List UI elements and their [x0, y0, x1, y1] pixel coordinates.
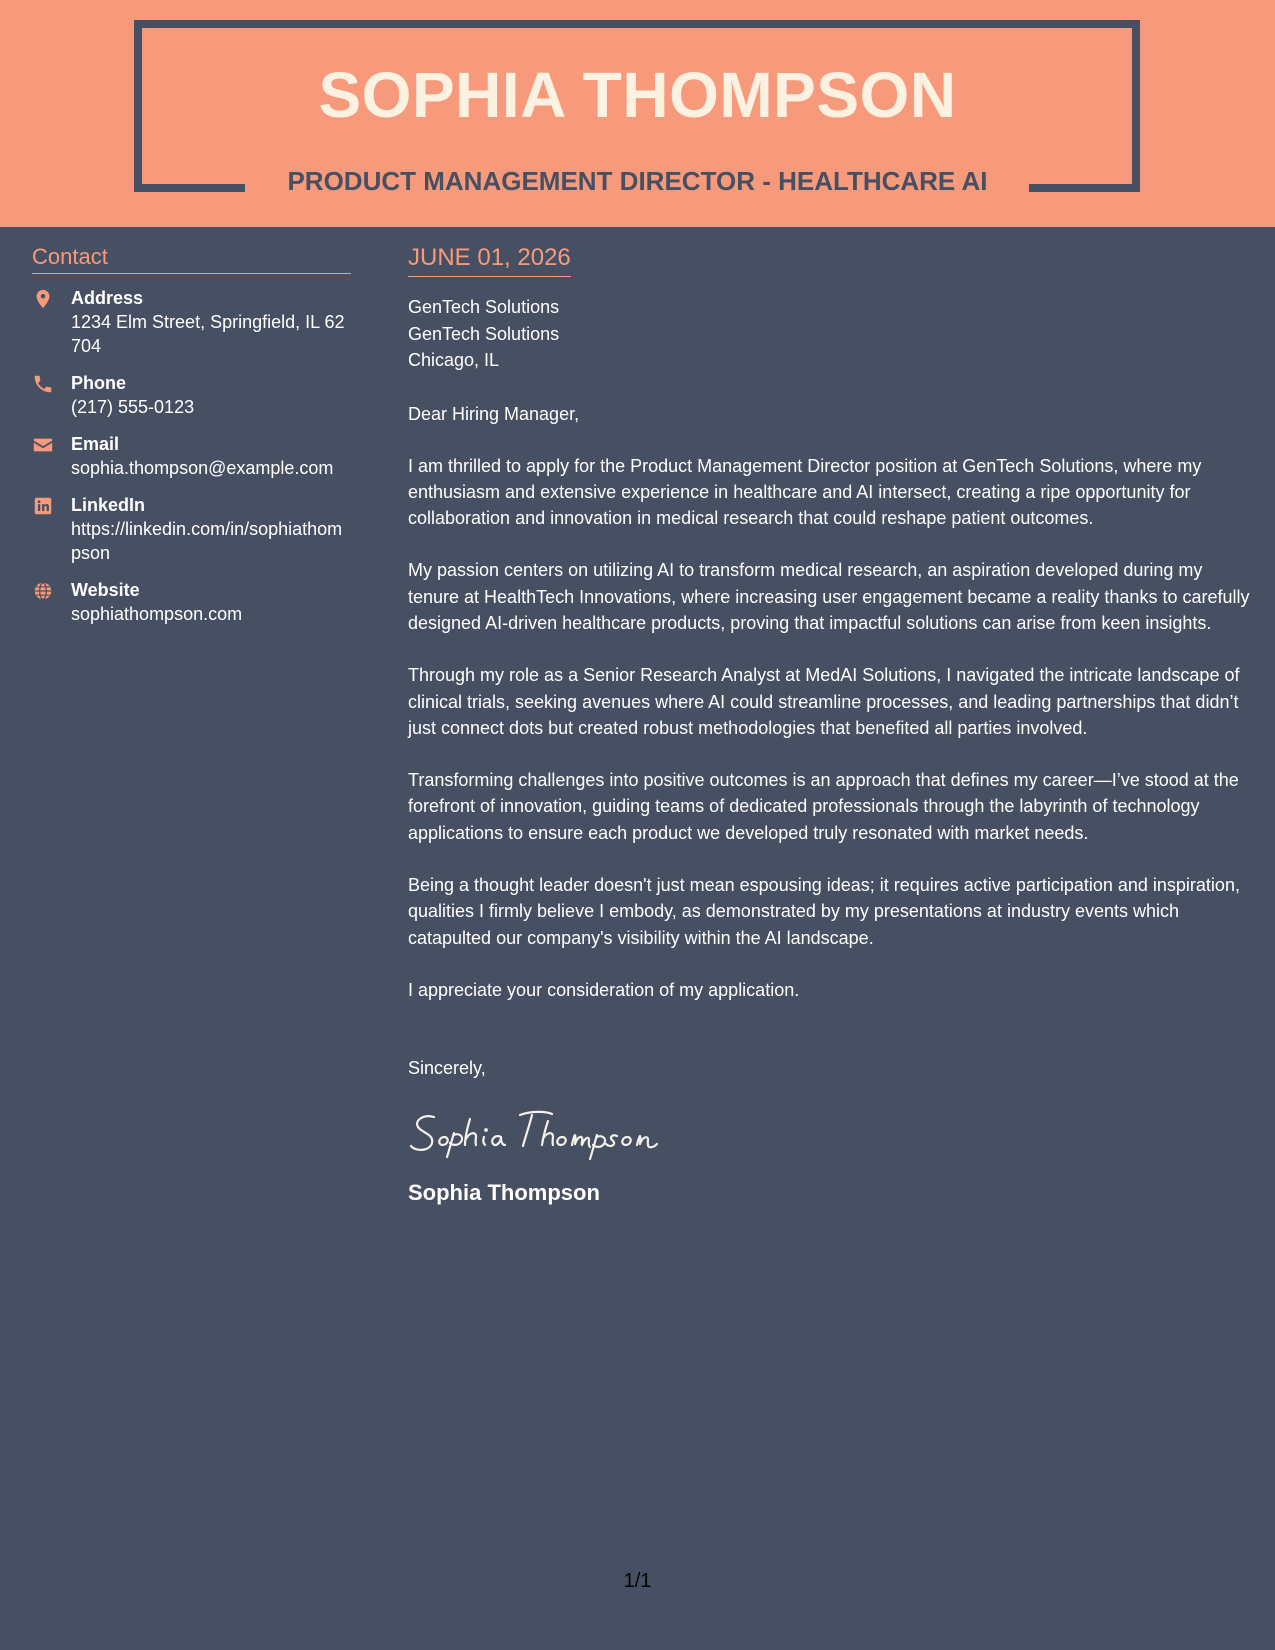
contact-address: [32, 286, 351, 358]
letter-paragraph: Being a thought leader doesn't just mean espousing ideas; it requires active participation and inspiration, qualities I firmly believe I embody, as demonstrated by my presentations at industry events which catapulted our company's visibility within the AI landscape.: [408, 875, 1240, 948]
contact-label: LinkedIn: [71, 495, 146, 515]
contact-value: (217) 555-0123: [71, 397, 195, 417]
job-title: PRODUCT MANAGEMENT DIRECTOR - HEALTHCARE AI: [287, 166, 988, 196]
recipient-line: GenTech Solutions: [408, 297, 560, 317]
map-pin-icon: [32, 288, 54, 310]
contact-website: [32, 578, 351, 626]
letter-paragraph: My passion centers on utilizing AI to transform medical research, an aspiration developed during my tenure at HealthTech Innovations, where increasing user engagement became a reality thanks to carefully designed AI-driven healthcare products, proving that impactful solutions can arise from keen insights.: [408, 560, 1250, 633]
recipient-line: GenTech Solutions: [408, 323, 560, 344]
signed-name: Sophia Thompson: [408, 1179, 600, 1205]
letter-paragraph: I am thrilled to apply for the Product Management Director position at GenTech Solutions, where my enthusiasm and extensive experience in healthcare and AI intersect, creating a ripe opportunity for collaboration and innovation in medical research that could reshape patient outcomes.: [408, 455, 1202, 529]
contact-label: Website: [71, 580, 140, 600]
letter-body: [408, 244, 1253, 1206]
contact-sidebar: [32, 244, 351, 639]
globe-icon: [32, 580, 54, 602]
recipient-line: Chicago, IL: [408, 350, 500, 370]
header-banner: [0, 0, 1275, 227]
contact-label: Email: [71, 434, 120, 454]
page-number: 1/1: [623, 1570, 652, 1592]
contact-value: sophiathompson.com: [71, 604, 243, 624]
envelope-icon: [32, 434, 54, 456]
sign-off: Sincerely,: [408, 1057, 486, 1078]
contact-heading: Contact: [32, 244, 351, 274]
handwritten-signature: [408, 1103, 668, 1161]
phone-icon: [32, 373, 54, 395]
greeting: Dear Hiring Manager,: [408, 403, 580, 424]
letter-date: JUNE 01, 2026: [408, 244, 571, 277]
contact-email: [32, 432, 351, 480]
linkedin-icon: [32, 495, 54, 517]
closing-line: I appreciate your consideration of my application.: [408, 979, 800, 1000]
letter-paragraph: Transforming challenges into positive outcomes is an approach that defines my career—I’ve stood at the forefront of innovation, guiding teams of dedicated professionals through the labyrinth of technology applications to ensure each product we developed truly resonated with market needs.: [408, 770, 1239, 843]
contact-label: Address: [71, 288, 144, 308]
contact-linkedin: [32, 493, 351, 565]
contact-phone: [32, 371, 351, 419]
applicant-name: SOPHIA THOMPSON: [318, 59, 957, 131]
recipient-block: [408, 294, 1253, 374]
contact-value: 1234 Elm Street, Springfield, IL 62704: [71, 312, 345, 356]
contact-value: sophia.thompson@example.com: [71, 458, 334, 478]
contact-value: https://linkedin.com/in/sophiathompson: [71, 519, 343, 563]
contact-label: Phone: [71, 373, 127, 393]
letter-paragraph: Through my role as a Senior Research Analyst at MedAI Solutions, I navigated the intricate landscape of clinical trials, seeking avenues where AI could streamline processes, and leading partnerships that didn’t just connect dots but created robust methodologies that benefited all parties involved.: [408, 665, 1240, 738]
